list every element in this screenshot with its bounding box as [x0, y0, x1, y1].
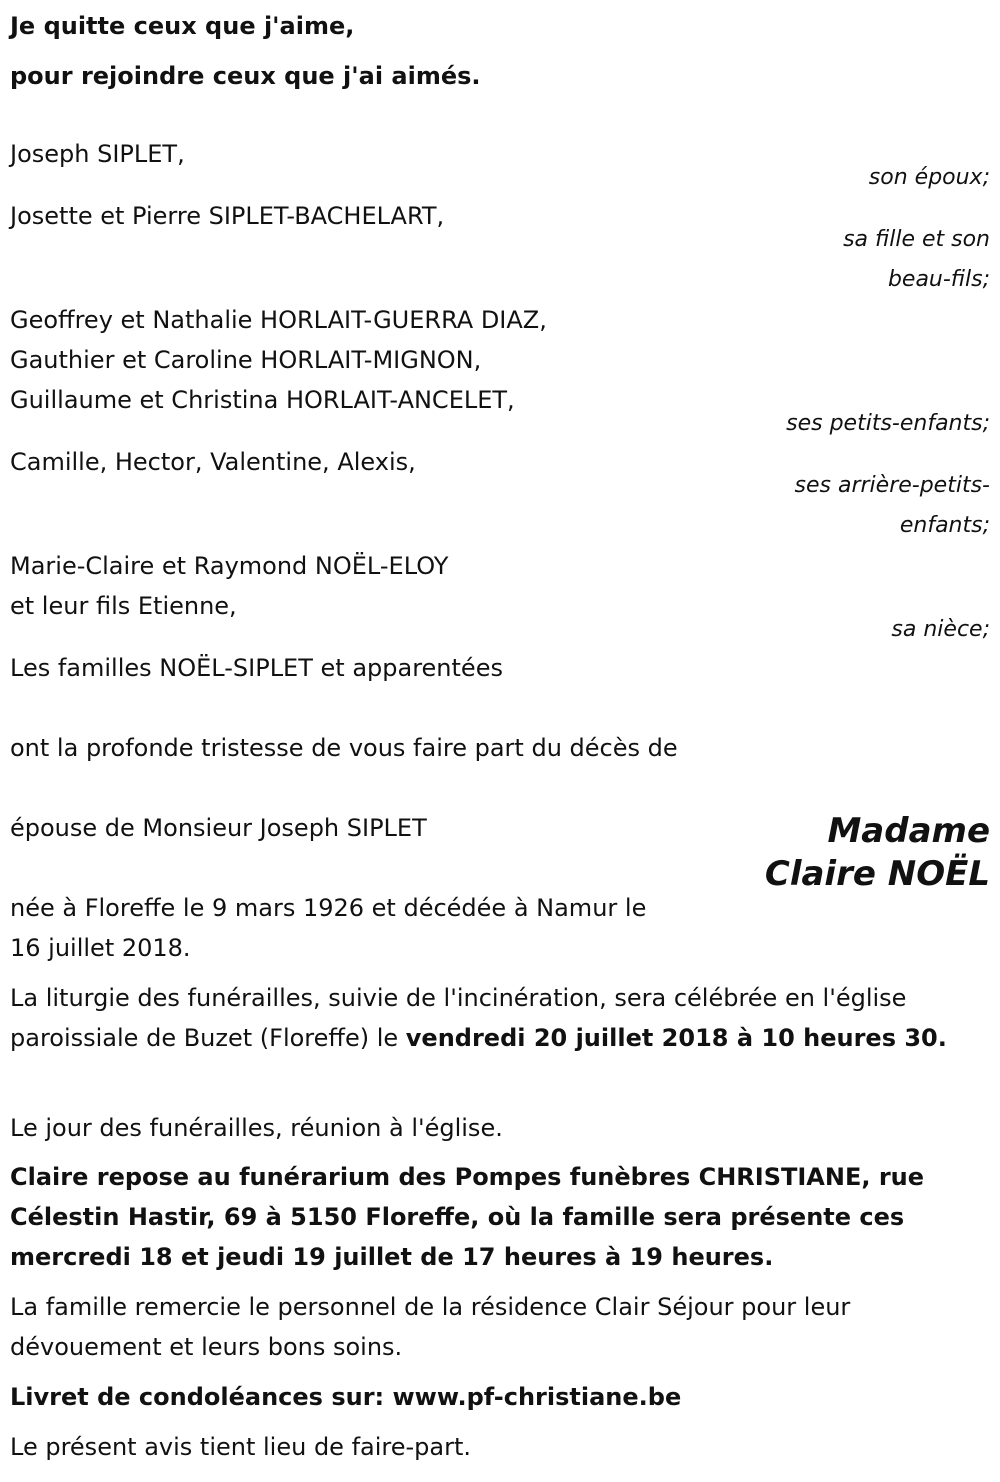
spouse-relation: son époux; [868, 165, 990, 190]
thanks-paragraph: La famille remercie le personnel de la résidence Clair Séjour pour leur dévouement et leurs bons soins. [10, 1293, 851, 1361]
announcement: ont la profonde tristesse de vous faire part du décès de [10, 734, 678, 762]
liturgy-date: vendredi 20 juillet 2018 à 10 heures 30. [405, 1024, 947, 1052]
niece-relation: sa nièce; [891, 617, 990, 642]
families-line: Les familles NOËL-SIPLET et apparentées [10, 654, 503, 682]
condolences-line: Livret de condoléances sur: www.pf-christiane.be [10, 1383, 682, 1411]
repose-paragraph: Claire repose au funérarium des Pompes funèbres CHRISTIANE, rue Célestin Hastir, 69 à 5150 Floreffe, où la famille sera présente ces mercredi 18 et jeudi 19 juillet de 17 heures à 19 heures. [10, 1163, 925, 1271]
niece-name-line-2: et leur fils Etienne, [10, 592, 237, 620]
great-grandchildren-relation-line-1: ses arrière-petits- [794, 473, 990, 498]
birth-death-line-2: 16 juillet 2018. [10, 934, 191, 962]
great-grandchildren-names: Camille, Hector, Valentine, Alexis, [10, 448, 416, 476]
deceased-name: Claire NOËL [764, 854, 990, 894]
liturgy-text: La liturgie des funérailles, suivie de l'incinération, sera célébrée en l'église paroissiale de Buzet (Floreffe) le [10, 984, 907, 1052]
great-grandchildren-relation-line-2: enfants; [899, 513, 990, 538]
epigraph-line-2: pour rejoindre ceux que j'ai aimés. [10, 62, 481, 90]
epigraph-line-1: Je quitte ceux que j'aime, [10, 12, 355, 40]
niece-name-line-1: Marie-Claire et Raymond NOËL-ELOY [10, 552, 449, 580]
grandchild-name: Gauthier et Caroline HORLAIT-MIGNON, [10, 346, 482, 374]
grandchildren-relation: ses petits-enfants; [786, 411, 990, 436]
daughter-relation-line-1: sa fille et son [843, 227, 990, 252]
notice-line: Le présent avis tient lieu de faire-part. [10, 1433, 472, 1461]
spouse-name: Joseph SIPLET, [10, 140, 185, 168]
grandchild-name: Guillaume et Christina HORLAIT-ANCELET, [10, 386, 515, 414]
daughter-name: Josette et Pierre SIPLET-BACHELART, [10, 202, 445, 230]
grandchild-name: Geoffrey et Nathalie HORLAIT-GUERRA DIAZ, [10, 306, 547, 334]
birth-death-line-1: née à Floreffe le 9 mars 1926 et décédée à Namur le [10, 894, 647, 922]
gathering-line: Le jour des funérailles, réunion à l'église. [10, 1114, 503, 1142]
daughter-relation-line-2: beau-fils; [887, 267, 990, 292]
spouse-of-line: épouse de Monsieur Joseph SIPLET [10, 814, 427, 842]
deceased-title: Madame [827, 811, 990, 851]
liturgy-paragraph [10, 978, 985, 1058]
